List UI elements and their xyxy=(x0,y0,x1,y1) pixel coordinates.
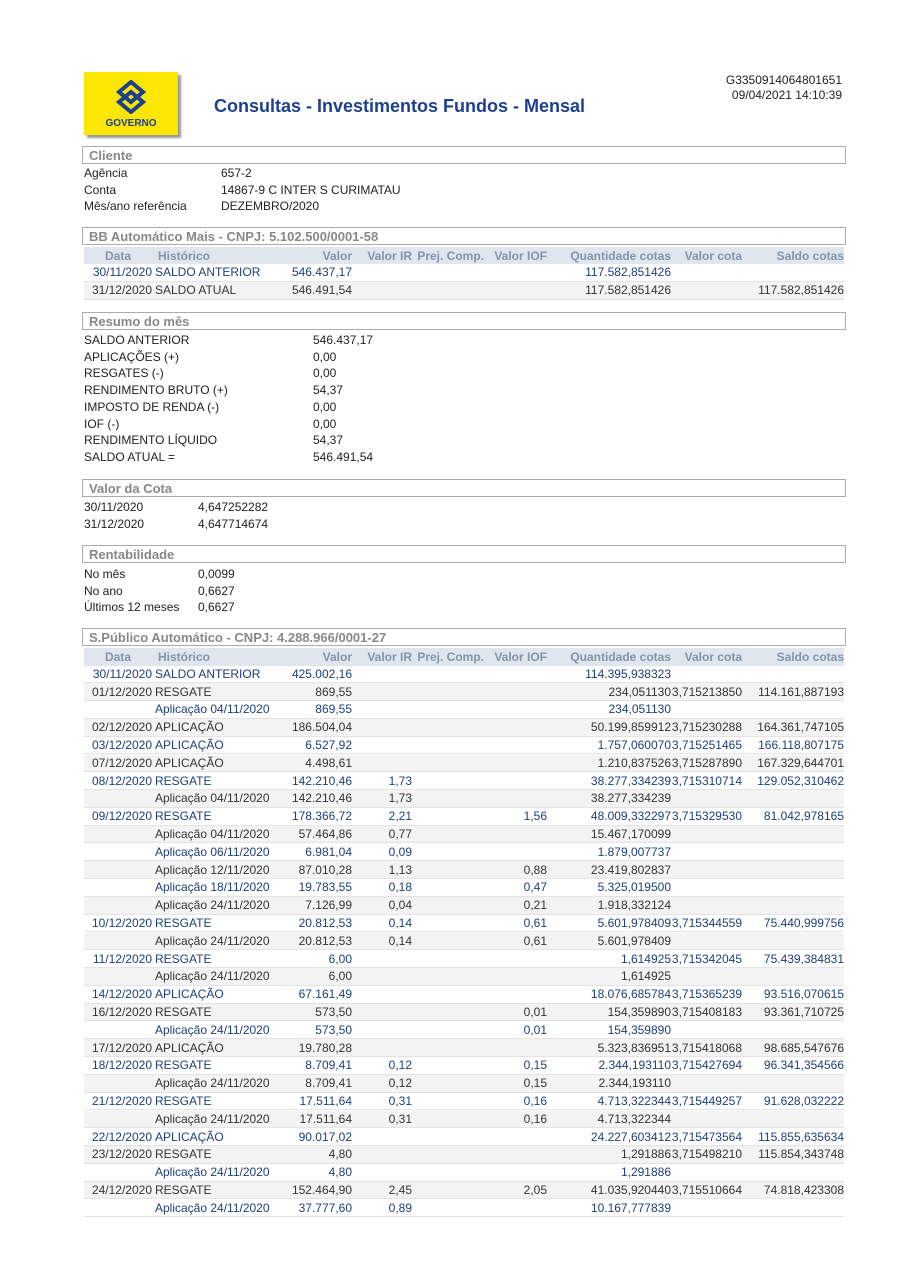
column-header-quantidade-cotas: Quantidade cotas xyxy=(570,248,671,263)
field-row xyxy=(84,583,235,600)
cell-valor-cota: 3,715213850 xyxy=(671,684,742,699)
table-row xyxy=(84,933,844,951)
cell-valor: 546.491,54 xyxy=(291,283,352,298)
field-label: SALDO ATUAL = xyxy=(84,449,176,464)
cell-valor: 67.161,49 xyxy=(298,987,352,1002)
cell-date: 14/12/2020 xyxy=(91,987,152,1002)
table-row xyxy=(84,808,844,826)
timestamp: 09/04/2021 14:10:39 xyxy=(731,88,842,102)
field-label: SALDO ANTERIOR xyxy=(84,333,190,347)
table-row xyxy=(84,666,844,684)
cell-valor: 152.464,90 xyxy=(291,1183,352,1198)
cell-valor-cota: 3,715427694 xyxy=(671,1058,742,1073)
cell-valor-iof: 0,21 xyxy=(523,898,547,913)
cell-quantidade-cotas: 1,291886 xyxy=(620,1165,671,1180)
cell-valor: 142.210,46 xyxy=(291,791,352,806)
table-row xyxy=(84,897,844,915)
field-row xyxy=(84,416,373,433)
cell-valor-ir: 1,73 xyxy=(388,791,412,806)
column-header-historico: Histórico xyxy=(158,248,211,263)
table-row xyxy=(84,986,844,1004)
cell-date: 09/12/2020 xyxy=(91,809,152,824)
cell-quantidade-cotas: 50.199,859912 xyxy=(590,720,671,735)
column-header-valor-ir: Valor IR xyxy=(367,248,412,263)
cell-quantidade-cotas: 4.713,322344 xyxy=(597,1111,671,1126)
field-value: 0,6627 xyxy=(198,583,235,598)
cell-quantidade-cotas: 10.167,777839 xyxy=(590,1200,671,1215)
cell-historico: APLICAÇÃO xyxy=(155,1129,224,1144)
cell-valor-cota: 3,715473564 xyxy=(671,1129,742,1144)
field-label: Últimos 12 meses xyxy=(84,600,180,615)
cell-historico: Aplicação 12/11/2020 xyxy=(155,862,270,877)
table-row xyxy=(84,1057,844,1075)
field-row xyxy=(84,432,373,449)
cell-quantidade-cotas: 23.419,802837 xyxy=(590,862,671,877)
cell-historico: SALDO ANTERIOR xyxy=(155,265,261,280)
cell-historico: Aplicação 24/11/2020 xyxy=(155,1076,270,1091)
cell-valor: 573,50 xyxy=(315,1022,352,1037)
table-row xyxy=(84,755,844,773)
column-header-date: Data xyxy=(104,649,131,664)
cell-quantidade-cotas: 5.323,836951 xyxy=(597,1040,671,1055)
cell-valor-ir: 0,12 xyxy=(388,1058,412,1073)
table-row xyxy=(84,844,844,862)
field-row xyxy=(84,516,268,533)
cell-valor: 8.709,41 xyxy=(305,1058,352,1073)
field-label: APLICAÇÕES (+) xyxy=(84,349,180,364)
cell-quantidade-cotas: 41.035,920440 xyxy=(590,1183,671,1198)
field-label: 31/12/2020 xyxy=(84,516,145,531)
cell-historico: APLICAÇÃO xyxy=(155,738,224,753)
cell-saldo-cotas: 166.118,807175 xyxy=(758,738,844,753)
cell-saldo-cotas: 98.685,547676 xyxy=(763,1040,844,1055)
cell-valor-iof: 0,01 xyxy=(523,1005,547,1020)
cell-valor: 37.777,60 xyxy=(298,1200,352,1215)
column-header-valor-iof: Valor IOF xyxy=(494,248,547,263)
cell-valor: 178.366,72 xyxy=(291,809,352,824)
cell-valor: 17.511,64 xyxy=(299,1094,352,1109)
cell-historico: Aplicação 04/11/2020 xyxy=(155,827,270,842)
cell-date: 23/12/2020 xyxy=(91,1147,152,1162)
cell-quantidade-cotas: 234,051130 xyxy=(608,684,671,699)
cell-valor: 4,80 xyxy=(328,1147,352,1162)
table-row xyxy=(84,772,844,790)
cell-quantidade-cotas: 24.227,603412 xyxy=(590,1129,671,1144)
cell-valor: 6.527,92 xyxy=(305,738,352,753)
cell-valor: 573,50 xyxy=(315,1005,352,1020)
cell-date: 08/12/2020 xyxy=(91,773,152,788)
table-row xyxy=(84,915,844,933)
cell-valor: 90.017,02 xyxy=(298,1129,352,1144)
field-row xyxy=(84,332,373,349)
cell-valor: 6.981,04 xyxy=(305,844,352,859)
cliente-fields xyxy=(84,165,401,215)
cell-saldo-cotas: 117.582,851426 xyxy=(758,283,844,298)
section-fund1: BB Automático Mais - CNPJ: 5.102.500/0001-58 xyxy=(82,227,846,245)
page-title: Consultas - Investimentos Fundos - Mensal xyxy=(214,96,586,116)
cell-quantidade-cotas: 38.277,334239 xyxy=(590,773,671,788)
cell-date: 16/12/2020 xyxy=(91,1005,152,1020)
field-row xyxy=(84,349,373,366)
field-row xyxy=(84,165,401,182)
cell-valor: 546.437,17 xyxy=(291,265,352,280)
table-row xyxy=(84,790,844,808)
cell-date: 18/12/2020 xyxy=(91,1058,152,1073)
cell-valor: 6,00 xyxy=(328,951,352,966)
field-row xyxy=(84,182,401,199)
field-value: 14867-9 C INTER S CURIMATAU xyxy=(221,182,401,197)
cell-quantidade-cotas: 48.009,332297 xyxy=(590,809,671,824)
fund1-table-header xyxy=(84,247,844,265)
cell-historico: Aplicação 18/11/2020 xyxy=(155,880,270,895)
cell-valor-cota: 3,715342045 xyxy=(671,951,742,966)
field-value: 657-2 xyxy=(221,166,252,180)
field-label: RENDIMENTO BRUTO (+) xyxy=(84,383,228,398)
field-row xyxy=(84,449,373,466)
cell-valor-cota: 3,715510664 xyxy=(671,1183,742,1198)
field-row xyxy=(84,382,373,399)
bb-logo xyxy=(84,72,178,135)
table-row xyxy=(84,737,844,755)
table-row xyxy=(84,1075,844,1093)
field-row xyxy=(84,365,373,382)
cell-valor-cota: 3,715230288 xyxy=(671,720,742,735)
field-label: IMPOSTO DE RENDA (-) xyxy=(84,399,220,414)
cell-historico: RESGATE xyxy=(155,1094,212,1109)
cell-quantidade-cotas: 1,614925 xyxy=(620,951,671,966)
cell-historico: Aplicação 04/11/2020 xyxy=(155,791,270,806)
cell-valor-cota: 3,715251465 xyxy=(671,738,742,753)
table-row xyxy=(84,826,844,844)
cell-saldo-cotas: 129.052,310462 xyxy=(757,773,844,788)
cell-historico: Aplicação 24/11/2020 xyxy=(155,1111,270,1126)
cell-quantidade-cotas: 1.918,332124 xyxy=(597,898,671,913)
cell-valor: 19.783,55 xyxy=(298,880,352,895)
table-row xyxy=(84,701,844,719)
cell-valor: 87.010,28 xyxy=(298,862,352,877)
cell-valor-iof: 0,15 xyxy=(523,1058,547,1073)
cell-date: 03/12/2020 xyxy=(91,738,152,753)
cell-valor-iof: 0,15 xyxy=(523,1076,547,1091)
cell-date: 11/12/2020 xyxy=(92,951,152,966)
cell-saldo-cotas: 114.161,887193 xyxy=(758,684,844,699)
table-row xyxy=(84,1200,844,1218)
cell-saldo-cotas: 115.854,343748 xyxy=(758,1147,844,1162)
cell-valor-iof: 0,88 xyxy=(523,862,547,877)
field-value: 0,00 xyxy=(313,349,337,364)
cell-valor-cota: 3,715310714 xyxy=(671,773,742,788)
table-row xyxy=(84,879,844,897)
cell-quantidade-cotas: 4.713,322344 xyxy=(597,1094,671,1109)
cell-historico: Aplicação 24/11/2020 xyxy=(155,933,270,948)
cell-quantidade-cotas: 1.879,007737 xyxy=(597,844,671,859)
cell-historico: RESGATE xyxy=(155,951,212,966)
field-value: DEZEMBRO/2020 xyxy=(221,199,320,214)
field-value: 54,37 xyxy=(313,433,344,448)
cell-quantidade-cotas: 5.325,019500 xyxy=(597,880,671,895)
table-row xyxy=(84,1093,844,1111)
cell-quantidade-cotas: 234,051130 xyxy=(608,702,671,717)
cell-valor-cota: 3,715449257 xyxy=(671,1094,742,1109)
document-id: G3350914064801651 xyxy=(725,73,842,87)
column-header-saldo-cotas: Saldo cotas xyxy=(776,649,844,664)
cell-valor-cota: 3,715329530 xyxy=(671,809,742,824)
table-row xyxy=(84,1164,844,1182)
cell-saldo-cotas: 164.361,747105 xyxy=(757,720,844,735)
cell-historico: Aplicação 24/11/2020 xyxy=(155,898,270,913)
cell-saldo-cotas: 91.628,032222 xyxy=(763,1094,844,1109)
field-value: 546.491,54 xyxy=(313,449,374,464)
cell-quantidade-cotas: 154,359890 xyxy=(607,1022,671,1037)
cell-historico: RESGATE xyxy=(155,1183,212,1198)
cell-saldo-cotas: 167.329,644701 xyxy=(757,755,844,770)
field-value: 4,647252282 xyxy=(198,500,269,514)
cell-valor-ir: 1,73 xyxy=(388,773,412,788)
cell-historico: RESGATE xyxy=(155,1058,212,1073)
table-row xyxy=(84,683,844,701)
cell-historico: Aplicação 06/11/2020 xyxy=(155,844,270,859)
field-label: Agência xyxy=(84,166,128,180)
section-cliente: Cliente xyxy=(82,146,846,164)
cell-valor: 425.002,16 xyxy=(291,666,352,681)
field-value: 546.437,17 xyxy=(313,333,374,347)
table-row xyxy=(84,968,844,986)
cell-historico: RESGATE xyxy=(155,809,212,824)
table-row xyxy=(84,282,844,300)
cell-valor-ir: 0,12 xyxy=(388,1076,412,1091)
cell-quantidade-cotas: 1,614925 xyxy=(620,969,671,984)
cell-valor-ir: 2,45 xyxy=(388,1183,412,1198)
cell-historico: SALDO ATUAL xyxy=(155,283,237,298)
cell-historico: APLICAÇÃO xyxy=(155,720,224,735)
field-value: 0,6627 xyxy=(198,600,235,615)
cell-date: 30/11/2020 xyxy=(92,265,152,280)
cell-valor-ir: 0,14 xyxy=(388,916,412,931)
column-header-valor: Valor xyxy=(322,649,352,664)
cell-valor: 7.126,99 xyxy=(305,898,352,913)
cell-valor: 142.210,46 xyxy=(291,773,352,788)
cell-date: 22/12/2020 xyxy=(91,1129,152,1144)
cell-date: 17/12/2020 xyxy=(91,1040,152,1055)
field-row xyxy=(84,599,235,616)
cell-valor-iof: 0,61 xyxy=(523,916,547,931)
cell-quantidade-cotas: 154,359890 xyxy=(607,1005,671,1020)
cell-valor: 4.498,61 xyxy=(305,755,352,770)
cell-valor: 19.780,28 xyxy=(298,1040,352,1055)
cell-saldo-cotas: 93.361,710725 xyxy=(763,1005,844,1020)
cell-historico: RESGATE xyxy=(155,916,212,931)
cell-date: 02/12/2020 xyxy=(91,720,152,735)
field-value: 4,647714674 xyxy=(198,516,269,531)
cell-saldo-cotas: 81.042,978165 xyxy=(763,809,844,824)
cell-valor: 17.511,64 xyxy=(299,1111,352,1126)
column-header-valor-cota: Valor cota xyxy=(684,649,742,664)
field-label: Mês/ano referência xyxy=(84,199,187,214)
cell-valor: 20.812,53 xyxy=(298,933,352,948)
cell-quantidade-cotas: 1.210,837526 xyxy=(597,755,671,770)
cell-valor-cota: 3,715287890 xyxy=(671,755,742,770)
cell-date: 07/12/2020 xyxy=(91,755,152,770)
cell-saldo-cotas: 75.440,999756 xyxy=(763,916,844,931)
cell-valor-cota: 3,715418068 xyxy=(671,1040,742,1055)
document-meta xyxy=(726,73,842,103)
field-label: 30/11/2020 xyxy=(84,500,144,514)
table-row xyxy=(84,264,844,282)
table-row xyxy=(84,861,844,879)
field-label: RENDIMENTO LÍQUIDO xyxy=(84,433,218,448)
column-header-date: Data xyxy=(104,248,131,263)
table-row xyxy=(84,1111,844,1129)
cell-valor-ir: 2,21 xyxy=(388,809,412,824)
cell-valor: 869,55 xyxy=(315,684,352,699)
field-label: Conta xyxy=(84,182,117,197)
column-header-saldo-cotas: Saldo cotas xyxy=(776,248,844,263)
column-header-historico: Histórico xyxy=(158,649,211,664)
column-header-quantidade-cotas: Quantidade cotas xyxy=(570,649,671,664)
field-value: 0,00 xyxy=(313,399,337,414)
cell-quantidade-cotas: 2.344,193110 xyxy=(598,1058,671,1073)
cell-valor: 869,55 xyxy=(315,702,352,717)
cell-date: 24/12/2020 xyxy=(91,1183,152,1198)
logo-text: GOVERNO xyxy=(105,118,157,129)
cell-date: 31/12/2020 xyxy=(91,283,152,298)
cell-valor-ir: 1,13 xyxy=(388,862,412,877)
field-row xyxy=(84,399,373,416)
field-label: No ano xyxy=(84,583,123,598)
cell-quantidade-cotas: 5.601,978409 xyxy=(597,933,671,948)
cell-historico: RESGATE xyxy=(155,1005,212,1020)
cell-date: 10/12/2020 xyxy=(91,916,152,931)
field-label: RESGATES (-) xyxy=(84,366,164,381)
cell-quantidade-cotas: 18.076,685784 xyxy=(590,987,671,1002)
cell-historico: Aplicação 24/11/2020 xyxy=(155,1022,270,1037)
cell-valor-cota: 3,715344559 xyxy=(671,916,742,931)
table-row xyxy=(84,950,844,968)
cell-saldo-cotas: 93.516,070615 xyxy=(763,987,844,1002)
column-header-prej-comp: Prej. Comp. xyxy=(417,649,484,664)
cell-valor-ir: 0,77 xyxy=(388,827,412,842)
cell-saldo-cotas: 96.341,354566 xyxy=(763,1058,844,1073)
cell-valor-iof: 0,61 xyxy=(523,933,547,948)
table-row xyxy=(84,1128,844,1146)
cell-valor-ir: 0,14 xyxy=(388,933,412,948)
section-resumo: Resumo do mês xyxy=(82,312,846,330)
table-row xyxy=(84,719,844,737)
cell-quantidade-cotas: 117.582,851426 xyxy=(585,283,671,298)
cell-quantidade-cotas: 114.395,938323 xyxy=(585,666,671,681)
table-row xyxy=(84,1182,844,1200)
cell-valor-iof: 0,01 xyxy=(523,1022,547,1037)
cell-valor-ir: 0,89 xyxy=(388,1200,412,1215)
cell-valor-ir: 0,09 xyxy=(388,844,412,859)
column-header-valor-iof: Valor IOF xyxy=(494,649,547,664)
cell-valor: 57.464,86 xyxy=(298,827,352,842)
resumo-list xyxy=(84,332,373,466)
cell-valor-iof: 0,16 xyxy=(523,1111,547,1126)
field-label: IOF (-) xyxy=(84,416,120,431)
field-value: 0,00 xyxy=(313,366,337,381)
cell-valor: 8.709,41 xyxy=(305,1076,352,1091)
cell-valor-cota: 3,715498210 xyxy=(671,1147,742,1162)
cell-date: 21/12/2020 xyxy=(91,1094,152,1109)
cell-quantidade-cotas: 38.277,334239 xyxy=(590,791,671,806)
cell-valor: 4,80 xyxy=(328,1165,352,1180)
cell-historico: Aplicação 24/11/2020 xyxy=(155,1165,270,1180)
field-value: 0,00 xyxy=(313,416,337,431)
cell-valor-iof: 0,16 xyxy=(523,1094,547,1109)
field-value: 0,0099 xyxy=(198,567,235,581)
field-row xyxy=(84,198,401,215)
cell-historico: Aplicação 04/11/2020 xyxy=(155,702,270,717)
cell-date: 30/11/2020 xyxy=(92,666,152,681)
cell-valor-ir: 0,04 xyxy=(388,898,412,913)
column-header-valor-cota: Valor cota xyxy=(684,248,742,263)
table-row xyxy=(84,1146,844,1164)
cell-valor-ir: 0,18 xyxy=(388,880,412,895)
field-row xyxy=(84,566,235,583)
cell-valor-cota: 3,715408183 xyxy=(671,1005,742,1020)
field-value: 54,37 xyxy=(313,383,344,398)
cell-quantidade-cotas: 2.344,193110 xyxy=(598,1076,671,1091)
cell-valor: 6,00 xyxy=(328,969,352,984)
field-row xyxy=(84,499,268,516)
cell-valor-ir: 0,31 xyxy=(388,1111,412,1126)
field-label: No mês xyxy=(84,567,126,581)
cell-valor-iof: 1,56 xyxy=(523,809,547,824)
column-header-valor-ir: Valor IR xyxy=(367,649,412,664)
cell-valor-ir: 0,31 xyxy=(388,1094,412,1109)
cell-saldo-cotas: 75.439,384831 xyxy=(763,951,844,966)
cell-quantidade-cotas: 1,291886 xyxy=(620,1147,671,1162)
cell-valor-cota: 3,715365239 xyxy=(671,987,742,1002)
rentabilidade-list xyxy=(84,566,235,616)
cell-quantidade-cotas: 5.601,978409 xyxy=(597,916,671,931)
cell-valor-iof: 2,05 xyxy=(523,1183,547,1198)
column-header-prej-comp: Prej. Comp. xyxy=(417,248,484,263)
cell-valor-iof: 0,47 xyxy=(523,880,547,895)
cell-saldo-cotas: 115.855,635634 xyxy=(758,1129,844,1144)
valor-cota-list xyxy=(84,499,268,532)
table-row xyxy=(84,1039,844,1057)
cell-date: 01/12/2020 xyxy=(91,684,152,699)
cell-quantidade-cotas: 15.467,170099 xyxy=(590,827,671,842)
fund2-table-header xyxy=(84,648,844,666)
cell-historico: RESGATE xyxy=(155,684,212,699)
bb-logo-icon xyxy=(113,80,149,114)
cell-quantidade-cotas: 1.757,060070 xyxy=(597,738,671,753)
section-valor-cota: Valor da Cota xyxy=(82,479,846,497)
cell-saldo-cotas: 74.818,423308 xyxy=(763,1183,844,1198)
cell-historico: APLICAÇÃO xyxy=(155,755,224,770)
table-row xyxy=(84,1004,844,1022)
cell-historico: APLICAÇÃO xyxy=(155,987,224,1002)
cell-valor: 20.812,53 xyxy=(298,916,352,931)
table-row xyxy=(84,1022,844,1040)
cell-historico: Aplicação 24/11/2020 xyxy=(155,969,270,984)
cell-quantidade-cotas: 117.582,851426 xyxy=(585,265,671,280)
cell-historico: Aplicação 24/11/2020 xyxy=(155,1200,270,1215)
cell-valor: 186.504,04 xyxy=(291,720,352,735)
cell-historico: RESGATE xyxy=(155,773,212,788)
column-header-valor: Valor xyxy=(322,248,352,263)
cell-historico: APLICAÇÃO xyxy=(155,1040,224,1055)
cell-historico: SALDO ANTERIOR xyxy=(155,666,261,681)
section-fund2: S.Público Automático - CNPJ: 4.288.966/0001-27 xyxy=(82,628,846,646)
cell-historico: RESGATE xyxy=(155,1147,212,1162)
section-rentabilidade: Rentabilidade xyxy=(82,545,846,563)
